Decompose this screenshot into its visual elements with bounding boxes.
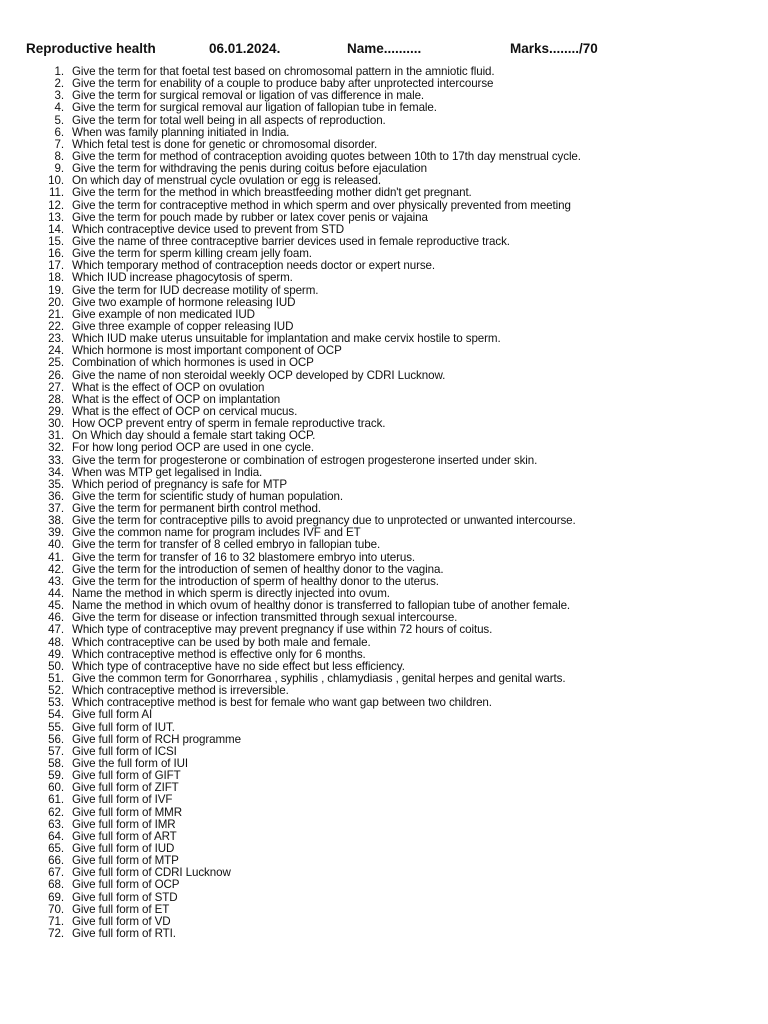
question-text: Give the term for permanent birth control method. bbox=[72, 502, 321, 516]
question-text: Which contraceptive device used to prevent from STD bbox=[72, 222, 344, 236]
question-text: Combination of which hormones is used in OCP bbox=[72, 356, 314, 370]
question-number: 54. bbox=[48, 708, 64, 722]
question-item bbox=[0, 285, 768, 297]
question-item bbox=[0, 722, 768, 734]
question-number: 72. bbox=[48, 926, 64, 940]
question-number: 32. bbox=[48, 441, 64, 455]
question-text: Give full form of VD bbox=[72, 914, 171, 928]
question-text: Which fetal test is done for genetic or chromosomal disorder. bbox=[72, 137, 378, 151]
name-field: Name.......... bbox=[347, 41, 422, 56]
question-text: Give the term for scientific study of human population. bbox=[72, 489, 343, 503]
question-number: 24. bbox=[48, 344, 64, 358]
question-number: 16. bbox=[48, 247, 64, 261]
question-text: Give full form of MTP bbox=[72, 854, 179, 868]
question-number: 49. bbox=[48, 647, 64, 661]
question-number: 52. bbox=[48, 684, 64, 698]
question-text: Which IUD increase phagocytosis of sperm. bbox=[72, 271, 293, 285]
question-text: Which IUD make uterus unsuitable for implantation and make cervix hostile to sperm. bbox=[72, 332, 501, 346]
date-label: 06.01.2024. bbox=[209, 41, 281, 56]
question-number: 2. bbox=[54, 77, 64, 91]
question-text: Give full form of GIFT bbox=[72, 769, 181, 783]
question-text: Give full form of ART bbox=[72, 829, 177, 843]
question-number: 14. bbox=[48, 222, 64, 236]
question-number: 60. bbox=[48, 781, 64, 795]
question-number: 17. bbox=[48, 259, 64, 273]
question-text: Give the term for surgical removal or ligation of vas difference in male. bbox=[72, 89, 425, 103]
question-item bbox=[0, 552, 768, 564]
question-text: For how long period OCP are used in one cycle. bbox=[72, 441, 315, 455]
question-number: 67. bbox=[48, 866, 64, 880]
question-text: Which temporary method of contraception needs doctor or expert nurse. bbox=[72, 259, 436, 273]
question-text: Give the common name for program includes IVF and ET bbox=[72, 526, 361, 540]
question-text: Name the method in which sperm is directly injected into ovum. bbox=[72, 587, 390, 601]
question-text: Which type of contraceptive have no side effect but less efficiency. bbox=[72, 659, 405, 673]
subject-title: Reproductive health bbox=[26, 41, 156, 56]
question-text: Give the term for that foetal test based on chromosomal pattern in the amniotic fluid. bbox=[72, 65, 495, 78]
question-number: 47. bbox=[48, 623, 64, 637]
question-number: 43. bbox=[48, 574, 64, 588]
question-text: Give the term for sperm killing cream jelly foam. bbox=[72, 247, 312, 261]
question-text: Give full form of STD bbox=[72, 890, 178, 904]
question-number: 22. bbox=[48, 319, 64, 333]
question-text: Give full form of IUD bbox=[72, 842, 175, 855]
question-text: Give the term for the introduction of semen of healthy donor to the vagina. bbox=[72, 562, 444, 576]
question-text: Give the term for transfer of 8 celled embryo in fallopian tube. bbox=[72, 538, 381, 552]
question-number: 36. bbox=[48, 489, 64, 503]
question-number: 28. bbox=[48, 392, 64, 406]
question-number: 19. bbox=[48, 283, 64, 297]
question-number: 65. bbox=[48, 842, 64, 855]
question-item bbox=[0, 467, 768, 479]
question-text: Give the term for the introduction of sperm of healthy donor to the uterus. bbox=[72, 574, 439, 588]
question-number: 57. bbox=[48, 744, 64, 758]
question-text: Give full form of IMR bbox=[72, 817, 176, 831]
question-number: 70. bbox=[48, 902, 64, 916]
question-item bbox=[0, 272, 768, 284]
question-text: On which day of menstrual cycle ovulation or egg is released. bbox=[72, 174, 382, 188]
question-number: 23. bbox=[48, 332, 64, 346]
question-number: 35. bbox=[48, 477, 64, 491]
question-number: 8. bbox=[54, 149, 64, 163]
question-text: Give example of non medicated IUD bbox=[72, 307, 255, 321]
question-text: Give full form of IVF bbox=[72, 793, 173, 807]
question-number: 69. bbox=[48, 890, 64, 904]
question-text: Which contraceptive method is best for female who want gap between two children. bbox=[72, 696, 492, 710]
question-text: Give the name of three contraceptive barrier devices used in female reproductive track. bbox=[72, 234, 510, 248]
question-text: What is the effect of OCP on cervical mucus. bbox=[72, 404, 298, 418]
question-number: 61. bbox=[48, 793, 64, 807]
question-number: 5. bbox=[54, 113, 64, 127]
question-item bbox=[0, 200, 768, 212]
question-number: 33. bbox=[48, 453, 64, 467]
question-text: Give the term for surgical removal aur ligation of fallopian tube in female. bbox=[72, 101, 437, 115]
question-text: Give the term for IUD decrease motility of sperm. bbox=[72, 283, 319, 297]
question-item bbox=[0, 115, 768, 127]
question-text: When was family planning initiated in India. bbox=[72, 125, 290, 139]
question-item bbox=[0, 637, 768, 649]
question-number: 10. bbox=[48, 174, 64, 188]
question-text: Which hormone is most important component of OCP bbox=[72, 344, 342, 358]
question-number: 11. bbox=[49, 186, 64, 200]
question-number: 7. bbox=[54, 137, 64, 151]
question-number: 55. bbox=[48, 720, 64, 734]
question-text: Which contraceptive method is irreversible. bbox=[72, 684, 289, 698]
question-text: Give the term for enability of a couple to produce baby after unprotected intercourse bbox=[72, 77, 494, 91]
question-list bbox=[0, 66, 768, 940]
question-number: 39. bbox=[48, 526, 64, 540]
question-item bbox=[0, 709, 768, 721]
question-item bbox=[0, 297, 768, 309]
question-number: 37. bbox=[48, 502, 64, 516]
question-number: 51. bbox=[48, 672, 64, 686]
question-number: 56. bbox=[48, 732, 64, 746]
question-number: 42. bbox=[48, 562, 64, 576]
question-number: 50. bbox=[48, 659, 64, 673]
question-text: Give full form of ET bbox=[72, 902, 170, 916]
question-number: 45. bbox=[48, 599, 64, 613]
question-number: 40. bbox=[48, 538, 64, 552]
question-number: 71. bbox=[48, 914, 64, 928]
question-text: Give the name of non steroidal weekly OCP developed by CDRI Lucknow. bbox=[72, 368, 446, 382]
question-number: 59. bbox=[48, 769, 64, 783]
question-text: Give the full form of IUI bbox=[72, 757, 189, 771]
question-number: 15. bbox=[48, 234, 64, 248]
marks-field: Marks......../70 bbox=[510, 41, 598, 56]
question-number: 25. bbox=[48, 356, 64, 370]
question-item bbox=[0, 539, 768, 551]
question-text: Give full form of MMR bbox=[72, 805, 182, 819]
question-number: 1. bbox=[54, 65, 64, 78]
question-text: Give two example of hormone releasing IUD bbox=[72, 295, 296, 309]
question-text: Give full form of ZIFT bbox=[72, 781, 179, 795]
question-number: 20. bbox=[48, 295, 64, 309]
question-number: 64. bbox=[48, 829, 64, 843]
question-text: Give the common term for Gonorrharea , syphilis , chlamydiasis , genital herpes and genital warts. bbox=[72, 672, 566, 686]
question-item bbox=[0, 455, 768, 467]
question-item bbox=[0, 357, 768, 369]
question-number: 12. bbox=[48, 198, 64, 212]
question-number: 62. bbox=[48, 805, 64, 819]
question-text: Give the term for transfer of 16 to 32 blastomere embryo into uterus. bbox=[72, 550, 416, 564]
question-text: Give the term for pouch made by rubber or latex cover penis or vajaina bbox=[72, 210, 428, 224]
question-text: Give the term for contraceptive pills to avoid pregnancy due to unprotected or unwanted intercourse. bbox=[72, 514, 576, 528]
question-text: Give full form AI bbox=[72, 708, 153, 722]
question-item bbox=[0, 794, 768, 806]
question-number: 41. bbox=[48, 550, 64, 564]
question-item bbox=[0, 879, 768, 891]
question-number: 21. bbox=[48, 307, 64, 321]
question-text: What is the effect of OCP on implantation bbox=[72, 392, 281, 406]
question-number: 68. bbox=[48, 878, 64, 892]
question-text: Give the term for withdraving the penis during coitus before ejaculation bbox=[72, 162, 427, 176]
question-number: 31. bbox=[48, 429, 64, 443]
question-text: Give full form of CDRI Lucknow bbox=[72, 866, 231, 880]
question-text: Give full form of RTI. bbox=[72, 926, 176, 940]
question-text: Which contraceptive method is effective only for 6 months. bbox=[72, 647, 366, 661]
question-number: 29. bbox=[48, 404, 64, 418]
question-number: 44. bbox=[48, 587, 64, 601]
question-text: Give full form of ICSI bbox=[72, 744, 177, 758]
question-number: 48. bbox=[48, 635, 64, 649]
question-item bbox=[0, 807, 768, 819]
question-item bbox=[0, 212, 768, 224]
question-item bbox=[0, 102, 768, 114]
question-number: 58. bbox=[48, 757, 64, 771]
question-item bbox=[0, 928, 768, 940]
question-number: 63. bbox=[48, 817, 64, 831]
question-text: When was MTP get legalised in India. bbox=[72, 465, 263, 479]
question-item bbox=[0, 187, 768, 199]
question-text: How OCP prevent entry of sperm in female reproductive track. bbox=[72, 417, 386, 431]
question-item bbox=[0, 624, 768, 636]
question-number: 13. bbox=[48, 210, 64, 224]
question-item bbox=[0, 892, 768, 904]
question-text: On Which day should a female start taking OCP. bbox=[72, 429, 316, 443]
question-item bbox=[0, 382, 768, 394]
question-item bbox=[0, 370, 768, 382]
question-text: Give three example of copper releasing IUD bbox=[72, 319, 294, 333]
question-number: 27. bbox=[48, 380, 64, 394]
question-number: 26. bbox=[48, 368, 64, 382]
question-text: Which type of contraceptive may prevent pregnancy if use within 72 hours of coitus. bbox=[72, 623, 493, 637]
question-number: 9. bbox=[54, 162, 64, 176]
question-number: 38. bbox=[48, 514, 64, 528]
question-text: Name the method in which ovum of healthy donor is transferred to fallopian tube of another female. bbox=[72, 599, 571, 613]
question-number: 53. bbox=[48, 696, 64, 710]
question-text: Give full form of RCH programme bbox=[72, 732, 241, 746]
question-number: 6. bbox=[54, 125, 64, 139]
question-text: Give the term for the method in which breastfeeding mother didn't get pregnant. bbox=[72, 186, 472, 200]
question-number: 34. bbox=[48, 465, 64, 479]
question-number: 66. bbox=[48, 854, 64, 868]
question-number: 30. bbox=[48, 417, 64, 431]
question-text: Give the term for method of contraception avoiding quotes between 10th to 17th day menstrual cycle. bbox=[72, 149, 581, 163]
question-text: What is the effect of OCP on ovulation bbox=[72, 380, 265, 394]
question-number: 4. bbox=[54, 101, 64, 115]
worksheet-header bbox=[26, 41, 746, 59]
question-text: Give full form of OCP bbox=[72, 878, 180, 892]
question-number: 18. bbox=[48, 271, 64, 285]
question-text: Give the term for total well being in all aspects of reproduction. bbox=[72, 113, 386, 127]
question-item bbox=[0, 442, 768, 454]
question-number: 3. bbox=[54, 89, 64, 103]
question-number: 46. bbox=[48, 611, 64, 625]
question-text: Give the term for progesterone or combination of estrogen progesterone inserted under skin. bbox=[72, 453, 538, 467]
question-text: Give the term for contraceptive method in which sperm and over physically prevented from meeting bbox=[72, 198, 571, 212]
question-text: Which contraceptive can be used by both male and female. bbox=[72, 635, 371, 649]
question-text: Give the term for disease or infection transmitted through sexual intercourse. bbox=[72, 611, 458, 625]
question-text: Give full form of IUT. bbox=[72, 720, 175, 734]
question-text: Which period of pregnancy is safe for MTP bbox=[72, 477, 287, 491]
